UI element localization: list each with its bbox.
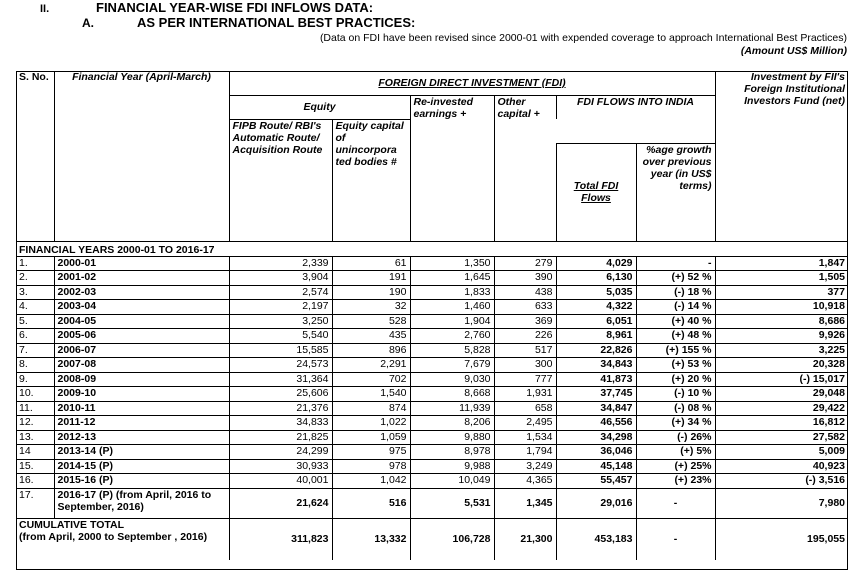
- cell-fy: 2008-09: [54, 372, 229, 387]
- fdi-inflows-table: [16, 71, 848, 560]
- cell-oth: 369: [494, 314, 556, 329]
- cell-fy: 2013-14 (P): [54, 445, 229, 460]
- col-header-equity: Equity: [229, 95, 410, 119]
- cell-growth: (-) 14 %: [636, 300, 715, 315]
- cell-fy: 2011-12: [54, 416, 229, 431]
- cell-re: 7,679: [410, 358, 494, 373]
- cell-re: 11,939: [410, 401, 494, 416]
- cell-fii: 8,686: [715, 314, 848, 329]
- cell-growth: (-) 08 %: [636, 401, 715, 416]
- cell-fii: 5,009: [715, 445, 848, 460]
- cell-total: 8,961: [556, 329, 636, 344]
- cell-fipb: 15,585: [229, 343, 332, 358]
- cell-eq: 975: [332, 445, 410, 460]
- col-header-fii: Investment by FII's Foreign Institutional Investors Fund (net): [715, 71, 848, 241]
- col-header-growth: %age growth over previous year (in US$ terms): [636, 143, 715, 241]
- cell-total: 34,298: [556, 430, 636, 445]
- cell-oth: 1,794: [494, 445, 556, 460]
- cell-eq: 191: [332, 271, 410, 286]
- cell-sno: 3.: [16, 285, 54, 300]
- col-header-equity-capital: Equity capital of unincorpora ted bodies #: [332, 119, 410, 241]
- subsection-heading: [82, 15, 415, 30]
- cell-fii: 20,328: [715, 358, 848, 373]
- cell-re: 1,833: [410, 285, 494, 300]
- cell-sno: 15.: [16, 459, 54, 474]
- cell-sno: 14: [16, 445, 54, 460]
- section-label: FINANCIAL YEARS 2000-01 TO 2016-17: [16, 241, 848, 256]
- cell-eq: 1,042: [332, 474, 410, 489]
- table-row: [16, 343, 848, 358]
- cell-total: 4,322: [556, 300, 636, 315]
- cell-re: 2,760: [410, 329, 494, 344]
- cell-re: 8,978: [410, 445, 494, 460]
- cell-total: 41,873: [556, 372, 636, 387]
- cell-fy: 2002-03: [54, 285, 229, 300]
- cell-total: 6,130: [556, 271, 636, 286]
- table-row: [16, 271, 848, 286]
- table-row: [16, 358, 848, 373]
- cell-oth: 1,931: [494, 387, 556, 402]
- row17-oth: 1,345: [494, 488, 556, 518]
- cell-fipb: 40,001: [229, 474, 332, 489]
- cell-fipb: 2,574: [229, 285, 332, 300]
- cell-fipb: 31,364: [229, 372, 332, 387]
- cell-fy: 2001-02: [54, 271, 229, 286]
- cell-fii: 3,225: [715, 343, 848, 358]
- cell-fii: 9,926: [715, 329, 848, 344]
- cell-fii: 377: [715, 285, 848, 300]
- cell-oth: 777: [494, 372, 556, 387]
- cell-growth: (+) 5%: [636, 445, 715, 460]
- cell-fii: 1,505: [715, 271, 848, 286]
- cell-fii: 40,923: [715, 459, 848, 474]
- cell-growth: (-) 10 %: [636, 387, 715, 402]
- cell-fii: (-) 3,516: [715, 474, 848, 489]
- cell-fy: 2012-13: [54, 430, 229, 445]
- cell-sno: 1.: [16, 256, 54, 271]
- col-header-fdi-group: FOREIGN DIRECT INVESTMENT (FDI): [229, 71, 715, 95]
- cell-fii: 29,048: [715, 387, 848, 402]
- cell-growth: -: [636, 256, 715, 271]
- section-number: II.: [40, 3, 50, 15]
- cell-eq: 978: [332, 459, 410, 474]
- cell-total: 37,745: [556, 387, 636, 402]
- cell-sno: 6.: [16, 329, 54, 344]
- cell-fy: 2006-07: [54, 343, 229, 358]
- cell-eq: 2,291: [332, 358, 410, 373]
- revision-note: (Data on FDI have been revised since 2000-01 with expended coverage to approach International Best Practices): [319, 32, 847, 44]
- table-row: [16, 372, 848, 387]
- cell-eq: 702: [332, 372, 410, 387]
- cell-eq: 435: [332, 329, 410, 344]
- cell-oth: 633: [494, 300, 556, 315]
- row17-growth: -: [636, 488, 715, 518]
- cumulative-range: (from April, 2000 to September , 2016): [19, 530, 208, 543]
- cumulative-fipb: 311,823: [229, 518, 332, 560]
- cell-sno: 2.: [16, 271, 54, 286]
- table-body: [16, 256, 848, 488]
- col-header-fipb: FIPB Route/ RBI's Automatic Route/ Acquisition Route: [229, 119, 332, 241]
- cell-fy: 2015-16 (P): [54, 474, 229, 489]
- cell-fipb: 2,197: [229, 300, 332, 315]
- cell-fy: 2005-06: [54, 329, 229, 344]
- cumulative-re: 106,728: [410, 518, 494, 560]
- cell-fii: 27,582: [715, 430, 848, 445]
- cell-total: 4,029: [556, 256, 636, 271]
- cell-total: 5,035: [556, 285, 636, 300]
- cell-sno: 13.: [16, 430, 54, 445]
- cell-eq: 190: [332, 285, 410, 300]
- col-header-fdi-flows-group: FDI FLOWS INTO INDIA: [556, 95, 715, 119]
- cell-fii: 29,422: [715, 401, 848, 416]
- cell-growth: (+) 34 %: [636, 416, 715, 431]
- cumulative-fii: 195,055: [715, 518, 848, 560]
- cumulative-label: CUMULATIVE TOTAL: [19, 518, 124, 531]
- cell-fipb: 5,540: [229, 329, 332, 344]
- cell-fy: 2007-08: [54, 358, 229, 373]
- cell-oth: 390: [494, 271, 556, 286]
- cell-re: 10,049: [410, 474, 494, 489]
- cell-sno: 7.: [16, 343, 54, 358]
- row17-sno: 17.: [16, 488, 54, 518]
- cell-re: 9,988: [410, 459, 494, 474]
- cell-growth: (+) 52 %: [636, 271, 715, 286]
- cell-growth: (+) 48 %: [636, 329, 715, 344]
- cell-growth: (+) 155 %: [636, 343, 715, 358]
- cell-eq: 528: [332, 314, 410, 329]
- col-header-other-capital: Other capital +: [494, 95, 556, 241]
- amount-unit: (Amount US$ Million): [740, 45, 847, 57]
- cell-total: 34,847: [556, 401, 636, 416]
- subsection-title: AS PER INTERNATIONAL BEST PRACTICES:: [137, 15, 416, 30]
- col-header-sno: S. No.: [19, 71, 49, 83]
- cell-total: 6,051: [556, 314, 636, 329]
- cell-re: 8,206: [410, 416, 494, 431]
- cell-eq: 896: [332, 343, 410, 358]
- cell-re: 5,828: [410, 343, 494, 358]
- table-row: [16, 430, 848, 445]
- cell-re: 1,460: [410, 300, 494, 315]
- cell-eq: 1,540: [332, 387, 410, 402]
- cell-fipb: 3,250: [229, 314, 332, 329]
- cell-fipb: 24,299: [229, 445, 332, 460]
- cell-re: 8,668: [410, 387, 494, 402]
- cell-fy: 2010-11: [54, 401, 229, 416]
- cell-eq: 874: [332, 401, 410, 416]
- table-row: [16, 445, 848, 460]
- table-row: [16, 256, 848, 271]
- cell-re: 9,880: [410, 430, 494, 445]
- cell-total: 45,148: [556, 459, 636, 474]
- table-row: [16, 329, 848, 344]
- cell-oth: 279: [494, 256, 556, 271]
- cell-growth: (-) 18 %: [636, 285, 715, 300]
- cell-total: 22,826: [556, 343, 636, 358]
- cell-fy: 2009-10: [54, 387, 229, 402]
- cumulative-oth: 21,300: [494, 518, 556, 560]
- cell-fii: 1,847: [715, 256, 848, 271]
- col-header-financial-year: Financial Year (April-March): [54, 71, 229, 241]
- cell-sno: 11.: [16, 401, 54, 416]
- table-row: [16, 416, 848, 431]
- cell-fy: 2000-01: [54, 256, 229, 271]
- row17-re: 5,531: [410, 488, 494, 518]
- cumulative-eq: 13,332: [332, 518, 410, 560]
- cell-growth: (+) 23%: [636, 474, 715, 489]
- row17-fii: 7,980: [715, 488, 848, 518]
- data-note: [320, 32, 847, 58]
- cell-fii: 10,918: [715, 300, 848, 315]
- section-title: FINANCIAL YEAR-WISE FDI INFLOWS DATA:: [96, 0, 374, 15]
- cell-oth: 3,249: [494, 459, 556, 474]
- cell-fii: (-) 15,017: [715, 372, 848, 387]
- table-row: [16, 285, 848, 300]
- row17-fy: 2016-17 (P) (from April, 2016 to September, 2016): [54, 488, 229, 518]
- cell-growth: (+) 40 %: [636, 314, 715, 329]
- cumulative-label-cell: [16, 518, 229, 560]
- cell-re: 1,645: [410, 271, 494, 286]
- table-row: [16, 401, 848, 416]
- table-row: [16, 474, 848, 489]
- cell-oth: 300: [494, 358, 556, 373]
- cell-oth: 2,495: [494, 416, 556, 431]
- fdi-flows-spacer: [556, 119, 715, 143]
- cell-oth: 438: [494, 285, 556, 300]
- row17-total: 29,016: [556, 488, 636, 518]
- cell-fipb: 30,933: [229, 459, 332, 474]
- row17-eq: 516: [332, 488, 410, 518]
- cell-total: 55,457: [556, 474, 636, 489]
- cell-oth: 226: [494, 329, 556, 344]
- cell-oth: 1,534: [494, 430, 556, 445]
- cell-fipb: 25,606: [229, 387, 332, 402]
- cell-fipb: 24,573: [229, 358, 332, 373]
- cell-total: 36,046: [556, 445, 636, 460]
- cell-sno: 12.: [16, 416, 54, 431]
- table-row: [16, 387, 848, 402]
- cell-oth: 658: [494, 401, 556, 416]
- cell-eq: 32: [332, 300, 410, 315]
- section-heading: [40, 0, 373, 15]
- cell-growth: (+) 20 %: [636, 372, 715, 387]
- row17-fipb: 21,624: [229, 488, 332, 518]
- cell-re: 9,030: [410, 372, 494, 387]
- cell-eq: 61: [332, 256, 410, 271]
- cell-sno: 8.: [16, 358, 54, 373]
- cell-fy: 2003-04: [54, 300, 229, 315]
- cell-fy: 2004-05: [54, 314, 229, 329]
- table-row: [16, 314, 848, 329]
- cell-fipb: 2,339: [229, 256, 332, 271]
- cell-oth: 517: [494, 343, 556, 358]
- col-header-reinvested: Re-invested earnings +: [410, 95, 494, 241]
- col-header-total: Total FDI Flows: [556, 143, 636, 241]
- table-row: [16, 300, 848, 315]
- cell-eq: 1,059: [332, 430, 410, 445]
- cell-eq: 1,022: [332, 416, 410, 431]
- cell-total: 46,556: [556, 416, 636, 431]
- cell-sno: 10.: [16, 387, 54, 402]
- cumulative-total: 453,183: [556, 518, 636, 560]
- cell-growth: (+) 25%: [636, 459, 715, 474]
- cell-sno: 5.: [16, 314, 54, 329]
- cell-total: 34,843: [556, 358, 636, 373]
- cell-fipb: 34,833: [229, 416, 332, 431]
- cumulative-growth: -: [636, 518, 715, 560]
- subsection-letter: A.: [82, 16, 94, 30]
- cell-fii: 16,812: [715, 416, 848, 431]
- cell-oth: 4,365: [494, 474, 556, 489]
- cell-sno: 4.: [16, 300, 54, 315]
- cell-fy: 2014-15 (P): [54, 459, 229, 474]
- table-row: [16, 459, 848, 474]
- cell-fipb: 21,825: [229, 430, 332, 445]
- cell-fipb: 3,904: [229, 271, 332, 286]
- cell-re: 1,350: [410, 256, 494, 271]
- cell-growth: (-) 26%: [636, 430, 715, 445]
- cell-re: 1,904: [410, 314, 494, 329]
- cell-sno: 16.: [16, 474, 54, 489]
- cell-fipb: 21,376: [229, 401, 332, 416]
- cell-sno: 9.: [16, 372, 54, 387]
- cell-growth: (+) 53 %: [636, 358, 715, 373]
